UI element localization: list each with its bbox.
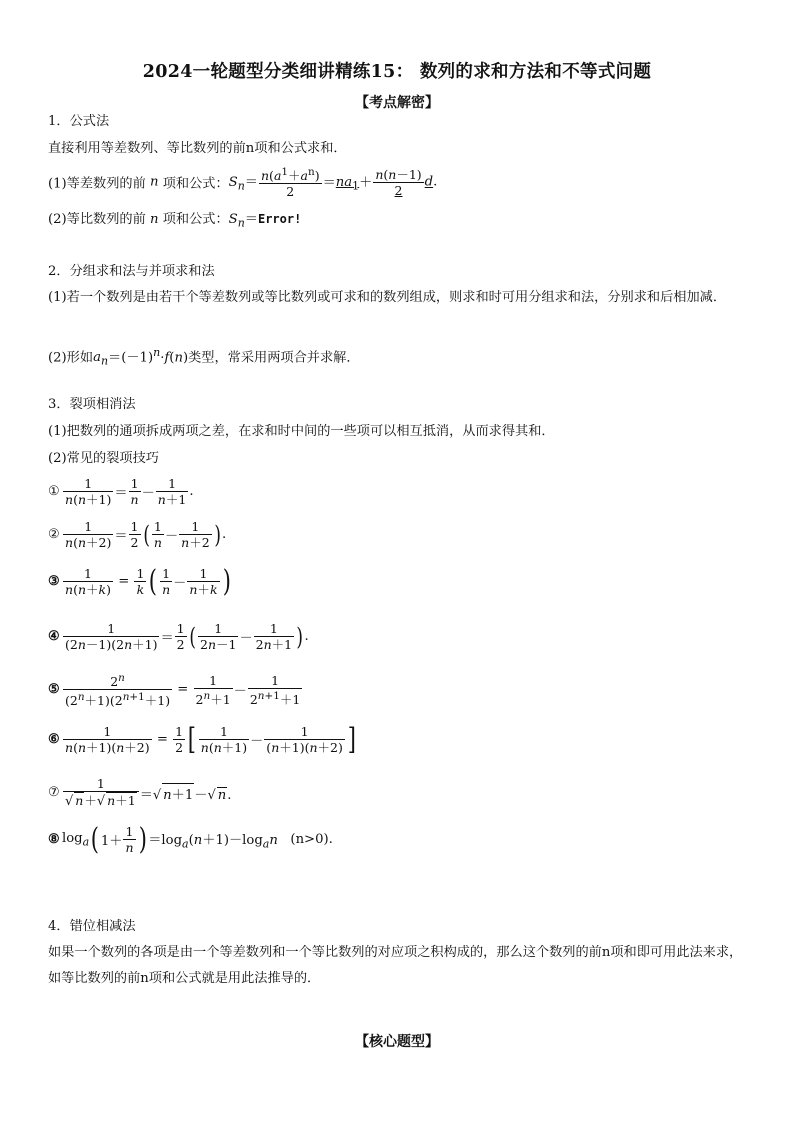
s1-intro: 直接利用等差数列、等比数列的前n项和公式求和． — [48, 141, 347, 156]
s3-p2: (2)常见的裂项技巧 — [48, 451, 159, 466]
formula-8: ⑧ $\log_a$( 1＋ $\frac{1}{n}$ ) $=\log_a(n+1)-\log_an$ (n>0). — [48, 821, 333, 857]
marker-7: ⑦ — [48, 785, 60, 800]
condition-text: (n>0) — [290, 832, 329, 847]
s1-formula-arithmetic: (1)等差数列的前 n 项和公式：$S_n=$ $\frac{n(a^1+a^n)}{2}$ $=na_1+$ $\frac{n(n-1)}{2}$ d. — [48, 166, 438, 200]
s3-heading: 3．裂项相消法 — [48, 397, 136, 412]
marker-3: ③ — [48, 574, 60, 589]
s4-p1: 如果一个数列的各项是由一个等差数列和一个等比数列的对应项之积构成的，那么这个数列的前n项和即可用此法来求，如等比数列的前n项和公式就是用此法推导的． — [48, 945, 743, 986]
document-title: 2024一轮题型分类细讲精练15： 数列的求和方法和不等式问题 — [142, 62, 652, 82]
formula-1: ① $\frac{1}{n(n+1)}$ ＝ $\frac{1}{n}$ － $\frac{1}{n+1}$ . — [48, 476, 194, 507]
formula-5: ⑤ $\frac{2^n}{(2^n+1)(2^{n+1}+1)}$ = $\frac{1}{2^n+1}$ － $\frac{1}{2^{n+1}+1}$ — [48, 672, 301, 709]
s1-formula-geometric: (2)等比数列的前 n 项和公式：$S_n=Error$! — [48, 212, 302, 230]
formula-4: ④ $\frac{1}{(2n-1)(2n+1)}$ ＝ $\frac{1}{2}$ ( $\frac{1}{2n-1}$ － $\frac{1}{2n+1}$ ). — [48, 621, 309, 652]
s2-p2-suffix: 类型，常采用两项合并求解． — [188, 350, 360, 366]
error-text: Error! — [257, 212, 302, 226]
s1-p1-prefix: (1)等差数列的前 — [48, 176, 146, 192]
formula-3: ③ $\frac{1}{n(n+k)}$ = $\frac{1}{k}$ ( $\frac{1}{n}$ － $\frac{1}{n+k}$ ) — [48, 563, 231, 599]
section-header-core-types: 【核心题型】 — [355, 1034, 439, 1050]
fraction: $\frac{n(a^1+a^n)}{2}$ — [260, 166, 320, 200]
marker-4: ④ — [48, 629, 60, 644]
marker-5: ⑤ — [48, 682, 60, 698]
marker-8: ⑧ — [48, 832, 60, 847]
s2-p1: (1)若一个数列是由若干个等差数列或等比数列或可求和的数列组成，则求和时可用分组求和法，分别求和后相加减． — [48, 290, 727, 305]
formula-2: ② $\frac{1}{n(n+2)}$ ＝ $\frac{1}{2}$ ( $\frac{1}{n}$ － $\frac{1}{n+2}$ ). — [48, 519, 227, 550]
s2-heading: 2．分组求和法与并项求和法 — [48, 264, 215, 279]
s3-p1: (1)把数列的通项拆成两项之差，在求和时中间的一些项可以相互抵消，从而求得其和． — [48, 424, 555, 439]
formula-6: ⑥ $\frac{1}{n(n+1)(n+2)}$ = $\frac{1}{2}$ [ $\frac{1}{n(n+1)}$ － $\frac{1}{(n+1)(n+2)}$ ] — [48, 721, 356, 757]
formula-7: ⑦ $\frac{1}{√ n+√ n+1}$ ＝√ n＋1－√ n. — [48, 776, 232, 809]
s2-p2: (2)形如$a_n=(-1)^n\cdot f(n)$类型，常采用两项合并求解． — [48, 346, 360, 369]
marker-2: ② — [48, 527, 60, 542]
s2-p2-prefix: (2)形如 — [48, 350, 94, 366]
s1-p2-mid: 项和公式： — [162, 212, 229, 227]
marker-6: ⑥ — [48, 732, 60, 747]
s4-heading: 4．错位相减法 — [48, 919, 136, 934]
s1-p2-prefix: (2)等比数列的前 — [48, 212, 146, 227]
s1-p1-mid: 项和公式： — [162, 176, 229, 192]
s1-heading: 1．公式法 — [48, 114, 110, 129]
marker-1: ① — [48, 484, 60, 499]
fraction: $\frac{n(n-1)}{2}$ — [375, 166, 422, 198]
section-header-key-points: 【考点解密】 — [355, 95, 439, 111]
